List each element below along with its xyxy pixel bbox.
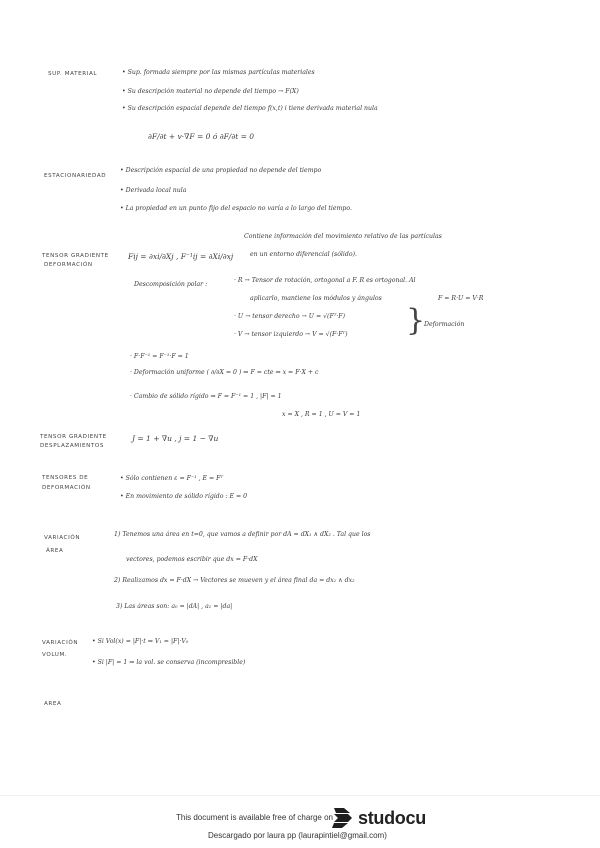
tgd-decomp-1: · R → Tensor de rotación, ortogonal a F. R es ortogonal. Al [234, 277, 416, 284]
studocu-logo[interactable] [330, 804, 430, 832]
studocu-logo-word: studocu [358, 807, 426, 828]
section-label-tgdesp-1: TENSOR GRADIENTE [40, 434, 107, 440]
sup-material-line-3: • Su descripción espacial depende del tiempo f(x,t) i tiene derivada material nula [122, 105, 378, 112]
footer-divider [0, 795, 600, 796]
tgd-formula: Fij = ∂xi/∂Xj , F⁻¹ij = ∂Xi/∂xj [128, 252, 234, 261]
footer-available-text: This document is available free of charge on [176, 813, 333, 822]
varea-line-3: 2) Realizamos dx = F·dX → Vectores se mueven y el área final da = dx₁ ∧ dx₂ [114, 577, 355, 584]
section-label-tgd-1: TENSOR GRADIENTE [42, 253, 109, 259]
section-label-varea-1: VARIACIÓN [44, 535, 81, 541]
section-label-varea-2: ÁREA [46, 548, 64, 554]
tgd-v-line: · V → tensor izquierdo → V = √(F·Fᵀ) [234, 331, 348, 338]
brace-icon: } [406, 303, 426, 338]
varea-line-4: 3) Las áreas son: a₀ = |dA| , a₁ = |da| [116, 603, 233, 610]
tdef-line-1: • Sólo contienen ε = F⁻¹ , E = Fᵀ [120, 475, 224, 482]
estacionariedad-line-1: • Descripción espacial de una propiedad no depende del tiempo [120, 167, 322, 174]
section-label-sup-material: SUP. MATERIAL [48, 71, 98, 77]
tgd-rigid-2: x = X , R = 1 , U = V = 1 [282, 411, 361, 418]
section-label-tgd-2: DEFORMACIÓN [44, 262, 93, 268]
section-label-tdef-2: DEFORMACIÓN [42, 485, 91, 491]
sup-material-formula: ∂F/∂t + v·∇F = 0 ó ∂F/∂t = 0 [148, 132, 255, 141]
vvol-line-2: • Si |F| = 1 ⇒ la vol. se conserva (incompresible) [92, 659, 246, 666]
studocu-logo-icon [330, 805, 354, 831]
section-label-vvol-1: VARIACIÓN [42, 640, 79, 646]
tgd-decomp-title: Descomposición polar : [134, 281, 208, 288]
vvol-line-1: • Si Vol(x) = |F|·t ⇒ V₁ = |F|·V₀ [92, 638, 189, 645]
section-label-vvol-2: VOLUM. [42, 652, 68, 658]
tgd-note-1: Contiene información del movimiento relativo de las partículas [244, 233, 442, 240]
tgd-brace-label: Deformación [424, 321, 465, 328]
varea-line-2: vectores, podemos escribir que dx = F·dX [126, 556, 258, 563]
tgdesp-formula: J = 1 + ∇u , j = 1 − ∇u [132, 434, 219, 443]
tgd-u-line: · U → tensor derecho → U = √(Fᵀ·F) [234, 313, 346, 320]
tdef-line-2: • En movimiento de sólido rígido : E = 0 [120, 493, 248, 500]
sup-material-line-1: • Sup. formada siempre por las mismas partículas materiales [122, 69, 315, 76]
tgd-identity: · F·F⁻¹ = F⁻¹·F = 1 [130, 353, 189, 360]
section-label-area: AREA [44, 701, 62, 707]
section-label-tdef-1: TENSORES DE [42, 475, 89, 481]
tgd-decomp-equation: F = R·U = V·R [438, 295, 484, 302]
section-label-tgdesp-2: DESPLAZAMIENTOS [40, 443, 105, 449]
section-label-estacionariedad: ESTACIONARIEDAD [44, 173, 107, 179]
tgd-decomp-2: aplicarlo, mantiene los módulos y ángulos [250, 295, 382, 302]
varea-line-1: 1) Tenemos una área en t=0, que vamos a definir por dA = dX₁ ∧ dX₂ . Tal que los [114, 531, 371, 538]
footer-download-text: Descargado por laura pp (laurapintiel@gmail.com) [208, 831, 387, 840]
tgd-uniform: · Deformación uniforme ( ∂/∂X = 0 ) ⇒ F = cte ⇒ x = F·X + c [130, 369, 319, 376]
tgd-note-2: en un entorno diferencial (sólido). [250, 251, 357, 258]
tgd-rigid-1: · Cambio de sólido rígido ⇒ F = F⁻¹ = 1 , |F| = 1 [130, 393, 282, 400]
estacionariedad-line-2: • Derivada local nula [120, 187, 187, 194]
estacionariedad-line-3: • La propiedad en un punto fijo del espacio no varía a lo largo del tiempo. [120, 205, 352, 212]
sup-material-line-2: • Su descripción material no depende del tiempo → F(X) [122, 88, 299, 95]
